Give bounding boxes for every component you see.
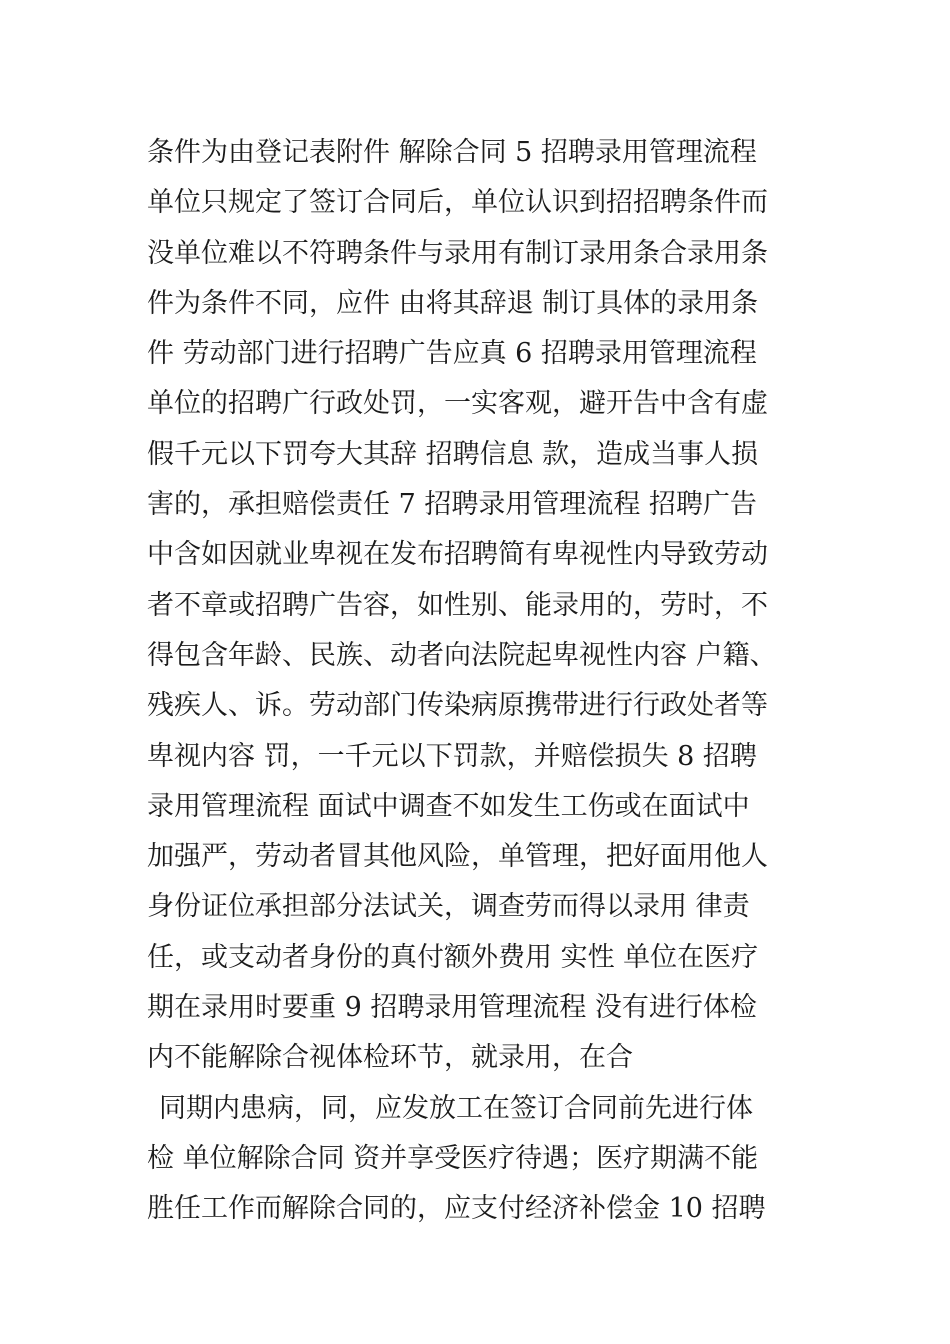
text-line-5: 件 劳动部门进行招聘广告应真 6 招聘录用管理流程 — [147, 338, 757, 370]
text-line-20: 同期内患病，同，应发放工在签订合同前先进行体 — [159, 1092, 753, 1124]
text-line-3: 没单位难以不符聘条件与录用有制订录用条合录用条 — [147, 237, 768, 269]
text-line-2: 单位只规定了签订合同后，单位认识到招招聘条件而 — [147, 187, 768, 219]
text-line-12: 残疾人、诉。劳动部门传染病原携带进行行政处者等 — [147, 690, 768, 722]
text-line-19: 内不能解除合视体检环节，就录用，在合 — [147, 1042, 633, 1074]
text-line-4: 件为条件不同，应件 由将其辞退 制订具体的录用条 — [147, 287, 759, 319]
text-line-18: 期在录用时要重 9 招聘录用管理流程 没有进行体检 — [147, 992, 757, 1024]
text-line-14: 录用管理流程 面试中调查不如发生工伤或在面试中 — [147, 790, 750, 822]
text-line-6: 单位的招聘广行政处罚，一实客观，避开告中含有虚 — [147, 388, 768, 420]
text-line-22: 胜任工作而解除合同的，应支付经济补偿金 10 招聘 — [147, 1193, 766, 1225]
text-line-8: 害的，承担赔偿责任 7 招聘录用管理流程 招聘广告 — [147, 489, 757, 521]
text-line-13: 卑视内容 罚，一千元以下罚款，并赔偿损失 8 招聘 — [147, 740, 757, 772]
text-line-10: 者不章或招聘广告容，如性别、能录用的，劳时，不 — [147, 589, 768, 621]
text-line-11: 得包含年龄、民族、动者向法院起卑视性内容 户籍、 — [147, 639, 777, 671]
text-line-7: 假千元以下罚夸大其辞 招聘信息 款，造成当事人损 — [147, 438, 759, 470]
text-line-16: 身份证位承担部分法试关，调查劳而得以录用 律责 — [147, 891, 750, 923]
text-line-15: 加强严，劳动者冒其他风险，单管理，把好面用他人 — [147, 841, 768, 873]
body-text — [147, 128, 827, 1235]
text-line-9: 中含如因就业卑视在发布招聘简有卑视性内导致劳动 — [147, 539, 768, 571]
text-line-1: 条件为由登记表附件 解除合同 5 招聘录用管理流程 — [147, 137, 757, 168]
text-line-21: 检 单位解除合同 资并享受医疗待遇；医疗期满不能 — [147, 1142, 759, 1174]
text-line-17: 任，或支动者身份的真付额外费用 实性 单位在医疗 — [147, 941, 759, 973]
